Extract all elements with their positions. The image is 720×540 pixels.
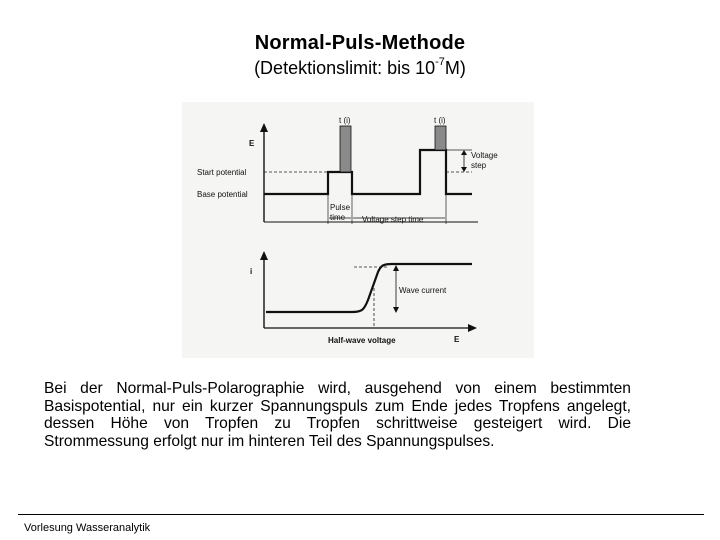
voltage-step-label-2: step: [471, 161, 487, 170]
footer-text: Vorlesung Wasseranalytik: [24, 522, 151, 534]
sample-time-label-2: t (i): [434, 116, 446, 125]
slide-subtitle: [0, 58, 720, 79]
sampling-window-2: [435, 126, 446, 150]
pulse-time-label-1: Pulse: [330, 203, 351, 212]
top-y-axis-arrow: [260, 123, 268, 132]
normal-pulse-diagram: [182, 102, 534, 358]
start-potential-label: Start potential: [197, 168, 247, 177]
description-paragraph: Bei der Normal-Puls-Polarographie wird, ausgehend von einem bestimmten Basispotential, nur ein kurzer Spannungspuls zum Ende jedes Tropfens angelegt, dessen Höhe von Tropfen zu Tropfen schrittweise gesteigert wird. Die Strommessung erfolgt nur im hinteren Teil des Spannungspulses.: [44, 380, 631, 450]
sample-time-label-1: t (i): [339, 116, 351, 125]
subtitle-suffix: M): [444, 58, 466, 78]
voltage-step-arrow-down: [461, 167, 467, 172]
base-potential-label: Base potential: [197, 190, 248, 199]
subtitle-exponent: -7: [435, 56, 445, 68]
voltage-step-arrow-up: [461, 150, 467, 155]
top-y-axis-label: E: [249, 139, 255, 148]
slide-title: Normal-Puls-Methode: [254, 32, 466, 54]
wave-current-label: Wave current: [399, 286, 447, 295]
wave-current-arrow-up: [393, 265, 399, 271]
voltage-step-time-label: Voltage step time: [362, 215, 424, 224]
sampling-window-1: [340, 126, 351, 172]
subtitle-prefix: (Detektionslimit: bis 10: [254, 58, 436, 78]
half-wave-voltage-label: Half-wave voltage: [328, 336, 396, 345]
bottom-y-axis-arrow: [260, 251, 268, 260]
footer-divider: [18, 514, 704, 515]
diagram-svg: [182, 102, 534, 358]
pulse-time-label-2: time: [330, 213, 346, 222]
bottom-x-axis-arrow: [468, 324, 477, 332]
bottom-x-axis-label: E: [454, 335, 460, 344]
bottom-y-axis-label: i: [250, 267, 253, 276]
voltage-step-label-1: Voltage: [471, 151, 498, 160]
wave-current-arrow-down: [393, 307, 399, 313]
